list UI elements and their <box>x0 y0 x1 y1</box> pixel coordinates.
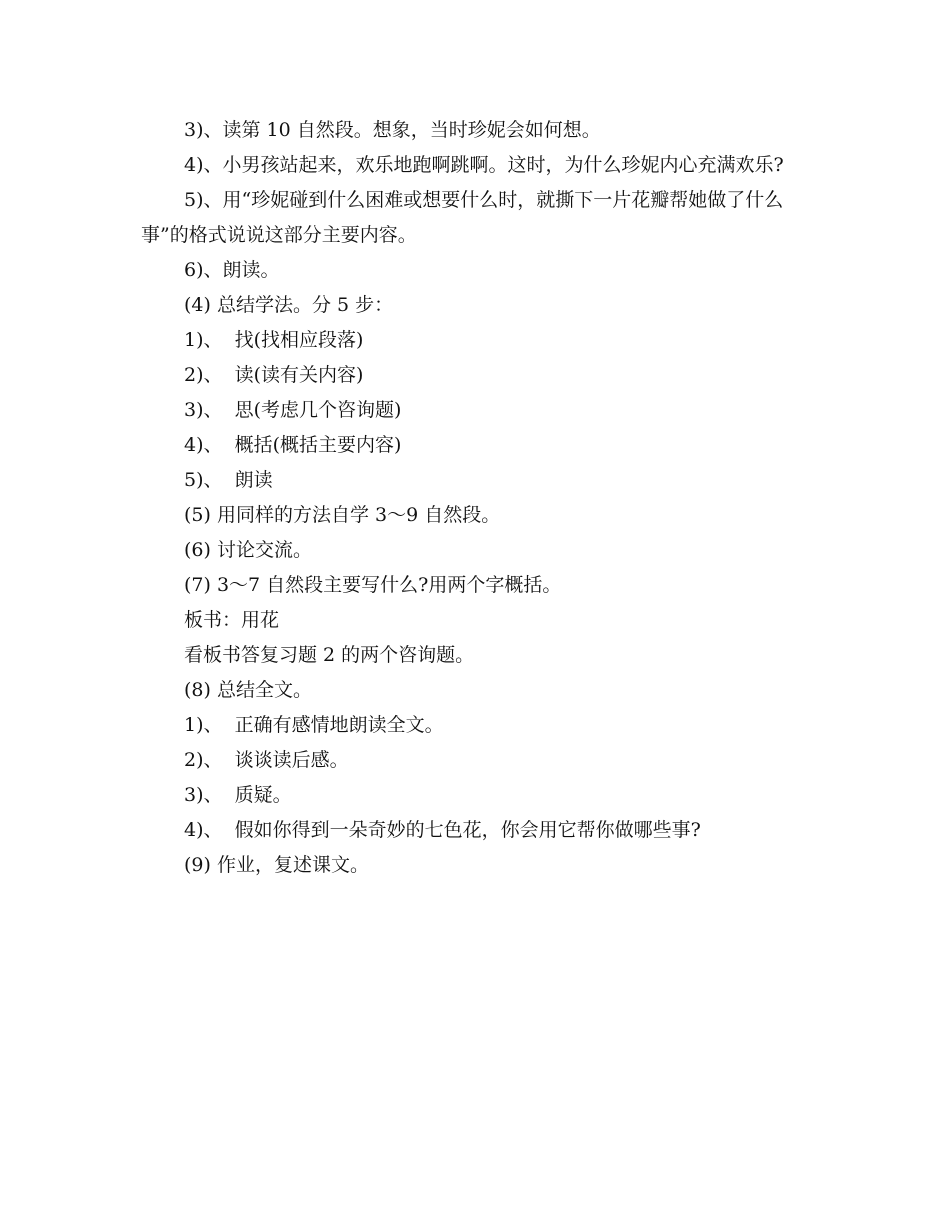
paragraph-17: 1)、 正确有感情地朗读全文。 <box>184 714 444 736</box>
paragraph-1: 3)、读第 10 自然段。想象，当时珍妮会如何想。 <box>184 119 601 141</box>
paragraph-16: (8) 总结全文。 <box>184 679 312 701</box>
document-body <box>141 113 813 883</box>
paragraph-6: 1)、 找(找相应段落) <box>184 329 364 351</box>
paragraph-12: (6) 讨论交流。 <box>184 539 312 561</box>
paragraph-2: 4)、小男孩站起来，欢乐地跑啊跳啊。这时，为什么珍妮内心充满欢乐? <box>184 154 784 176</box>
paragraph-11: (5) 用同样的方法自学 3～9 自然段。 <box>184 504 501 526</box>
paragraph-10: 5)、 朗读 <box>184 469 273 491</box>
paragraph-14: 板书：用花 <box>184 609 280 631</box>
paragraph-20: 4)、 假如你得到一朵奇妙的七色花，你会用它帮你做哪些事? <box>184 819 701 841</box>
paragraph-18: 2)、 谈谈读后感。 <box>184 749 349 771</box>
paragraph-15: 看板书答复习题 2 的两个咨询题。 <box>184 644 475 666</box>
paragraph-8: 3)、 思(考虑几个咨询题) <box>184 399 402 421</box>
paragraph-9: 4)、 概括(概括主要内容) <box>184 434 402 456</box>
paragraph-3: 5)、用“珍妮碰到什么困难或想要什么时，就撕下一片花瓣帮她做了什么事”的格式说说这部分主要内容。 <box>141 189 784 246</box>
paragraph-13: (7) 3～7 自然段主要写什么?用两个字概括。 <box>184 574 562 596</box>
paragraph-4: 6)、朗读。 <box>184 259 280 281</box>
paragraph-21: (9) 作业，复述课文。 <box>184 854 369 876</box>
paragraph-7: 2)、 读(读有关内容) <box>184 364 364 386</box>
paragraph-19: 3)、 质疑。 <box>184 784 292 806</box>
paragraph-5: (4) 总结学法。分 5 步： <box>184 294 394 316</box>
